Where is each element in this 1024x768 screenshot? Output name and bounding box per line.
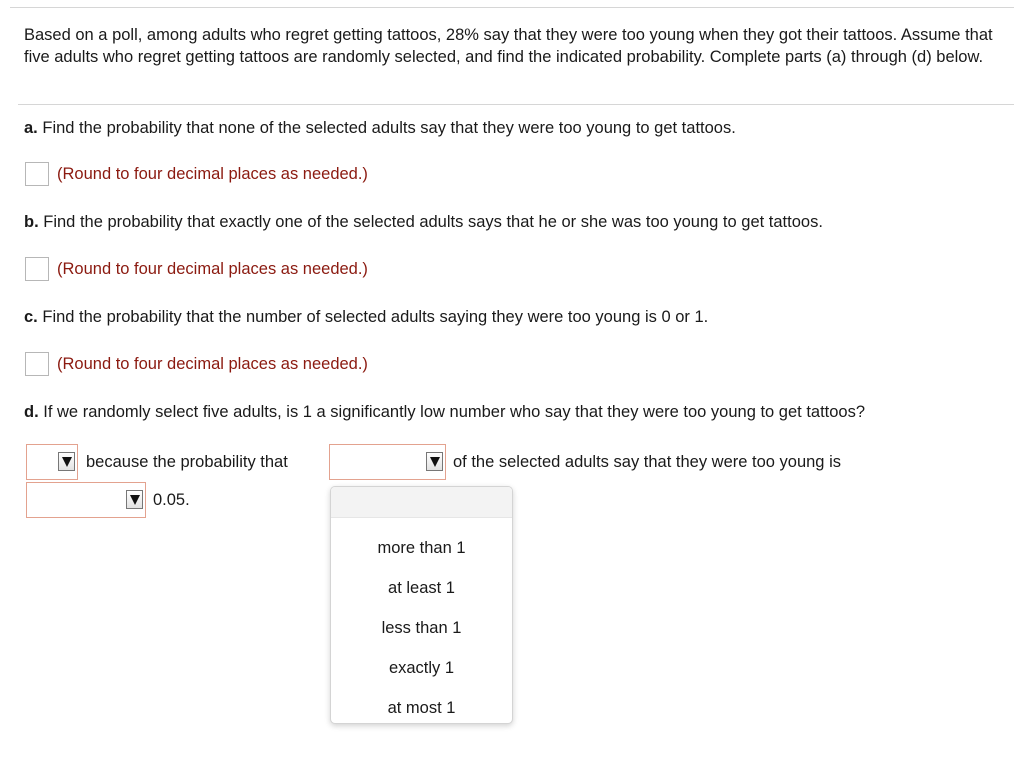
dropdown-option-more-than-1[interactable]: more than 1 [377, 539, 466, 557]
question-d [24, 401, 865, 423]
answer-c-row [25, 351, 368, 377]
question-c-text: Find the probability that the number of selected adults saying they were too young is 0 or 1. [42, 308, 709, 326]
dropdown-menu-blank-option[interactable] [331, 487, 512, 518]
answer-c-input[interactable] [25, 352, 49, 376]
dropdown-option-at-least-1[interactable]: at least 1 [388, 579, 455, 597]
question-d-label: d. [24, 403, 39, 421]
comparison-dropdown-menu [330, 486, 513, 724]
question-c-label: c. [24, 308, 38, 326]
dropdown-option-at-most-1[interactable]: at most 1 [387, 699, 456, 717]
question-c [24, 306, 708, 328]
dropdown-arrow-icon[interactable] [426, 452, 443, 471]
dropdown-option-less-than-1[interactable]: less than 1 [381, 619, 462, 637]
answer-d-yes-no-dropdown[interactable] [26, 444, 78, 480]
problem-statement: Based on a poll, among adults who regret getting tattoos, 28% say that they were too young when they got their tattoos. Assume that five adults who regret getting tattoos are randomly selected, and find the indicated probability. Complete parts (a) through (d) below. [24, 26, 993, 66]
answer-a-input[interactable] [25, 162, 49, 186]
answer-d-selected-adults-text: of the selected adults say that they were too young is [453, 453, 841, 471]
answer-d-threshold-text: 0.05. [153, 491, 190, 509]
question-a [24, 117, 736, 139]
section-divider [18, 104, 1014, 105]
dropdown-arrow-icon[interactable] [58, 452, 75, 471]
answer-a-note: (Round to four decimal places as needed.) [57, 165, 368, 183]
question-a-label: a. [24, 119, 38, 137]
question-a-text: Find the probability that none of the selected adults say that they were too young to get tattoos. [42, 119, 736, 137]
dropdown-menu-options [331, 518, 512, 724]
answer-d-because-text: because the probability that [86, 453, 288, 471]
answer-d-relation-dropdown[interactable] [26, 482, 146, 518]
question-b [24, 211, 823, 233]
answer-a-row [25, 161, 368, 187]
dropdown-option-exactly-1[interactable]: exactly 1 [388, 659, 455, 677]
answer-b-note: (Round to four decimal places as needed.) [57, 260, 368, 278]
answer-c-note: (Round to four decimal places as needed.) [57, 355, 368, 373]
question-b-label: b. [24, 213, 39, 231]
question-d-text: If we randomly select five adults, is 1 a significantly low number who say that they were too young to get tattoos? [43, 403, 866, 421]
answer-b-row [25, 256, 368, 282]
answer-b-input[interactable] [25, 257, 49, 281]
answer-d-comparison-dropdown[interactable] [329, 444, 446, 480]
top-divider [10, 7, 1014, 8]
question-b-text: Find the probability that exactly one of the selected adults says that he or she was too young to get tattoos. [43, 213, 823, 231]
dropdown-arrow-icon[interactable] [126, 490, 143, 509]
